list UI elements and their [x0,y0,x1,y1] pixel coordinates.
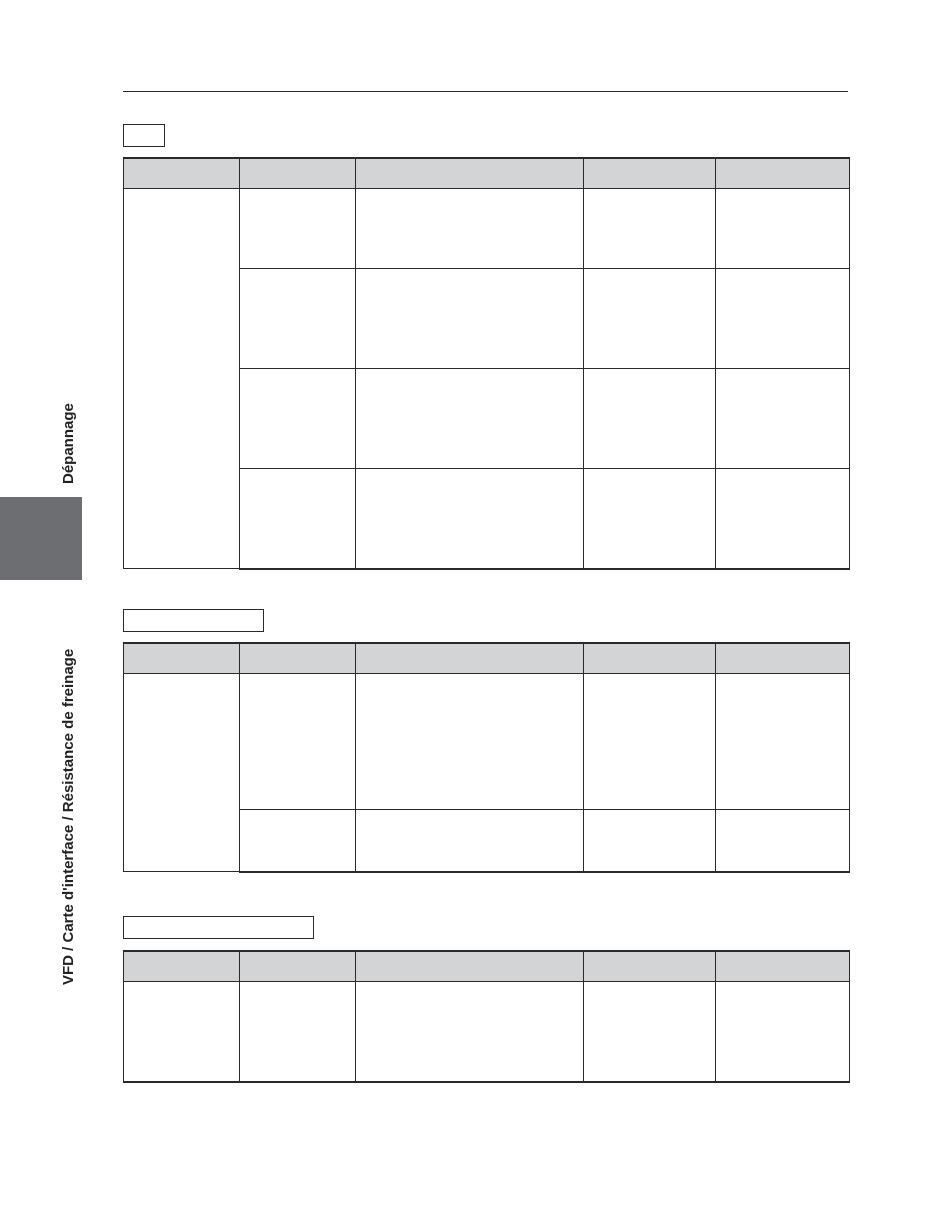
table-cell [356,469,584,569]
table-cell-symptom [124,674,240,872]
table-row [124,982,850,1082]
table-cell [716,810,850,872]
header-cell [124,643,240,674]
table-cell [356,982,584,1082]
header-cell [124,158,240,189]
header-cell [716,158,850,189]
header-cell [356,158,584,189]
header-cell [584,951,716,982]
table-cell [240,189,356,269]
table-header-row [124,643,850,674]
table-cell [716,982,850,1082]
table-cell [716,369,850,469]
header-cell [584,643,716,674]
troubleshooting-table-2 [123,642,850,873]
table-cell [356,674,584,810]
table-cell [240,469,356,569]
table-cell [356,189,584,269]
top-rule [123,91,848,92]
table-cell [356,369,584,469]
header-cell [716,643,850,674]
table-cell [356,269,584,369]
table-header-row [124,158,850,189]
table-cell [240,674,356,810]
section-1-label-box [123,124,165,147]
table-cell [584,674,716,810]
side-label-vfd: VFD / Carte d'interface / Résistance de freinage [60,648,77,985]
section-2-label-box [123,609,264,632]
table-cell [240,269,356,369]
side-chapter-tab [0,497,82,580]
table-cell [716,269,850,369]
header-cell [240,643,356,674]
table-cell-symptom [124,189,240,569]
table-header-row [124,951,850,982]
table-cell [240,369,356,469]
header-cell [356,951,584,982]
table-cell [584,269,716,369]
table-row [124,189,850,269]
header-cell [356,643,584,674]
table-cell [584,982,716,1082]
header-cell [124,951,240,982]
troubleshooting-table-1 [123,157,850,570]
table-cell [584,369,716,469]
table-cell [716,469,850,569]
header-cell [716,951,850,982]
table-row [124,674,850,810]
table-cell [584,810,716,872]
table-cell [356,810,584,872]
table-cell [240,982,356,1082]
section-3-label-box [123,916,314,939]
table-cell [716,674,850,810]
header-cell [584,158,716,189]
table-cell [584,469,716,569]
header-cell [240,951,356,982]
header-cell [240,158,356,189]
table-cell [716,189,850,269]
table-cell [584,189,716,269]
table-cell [240,810,356,872]
troubleshooting-table-3 [123,950,850,1083]
table-cell [124,982,240,1082]
side-label-depannage: Dépannage [60,403,77,484]
